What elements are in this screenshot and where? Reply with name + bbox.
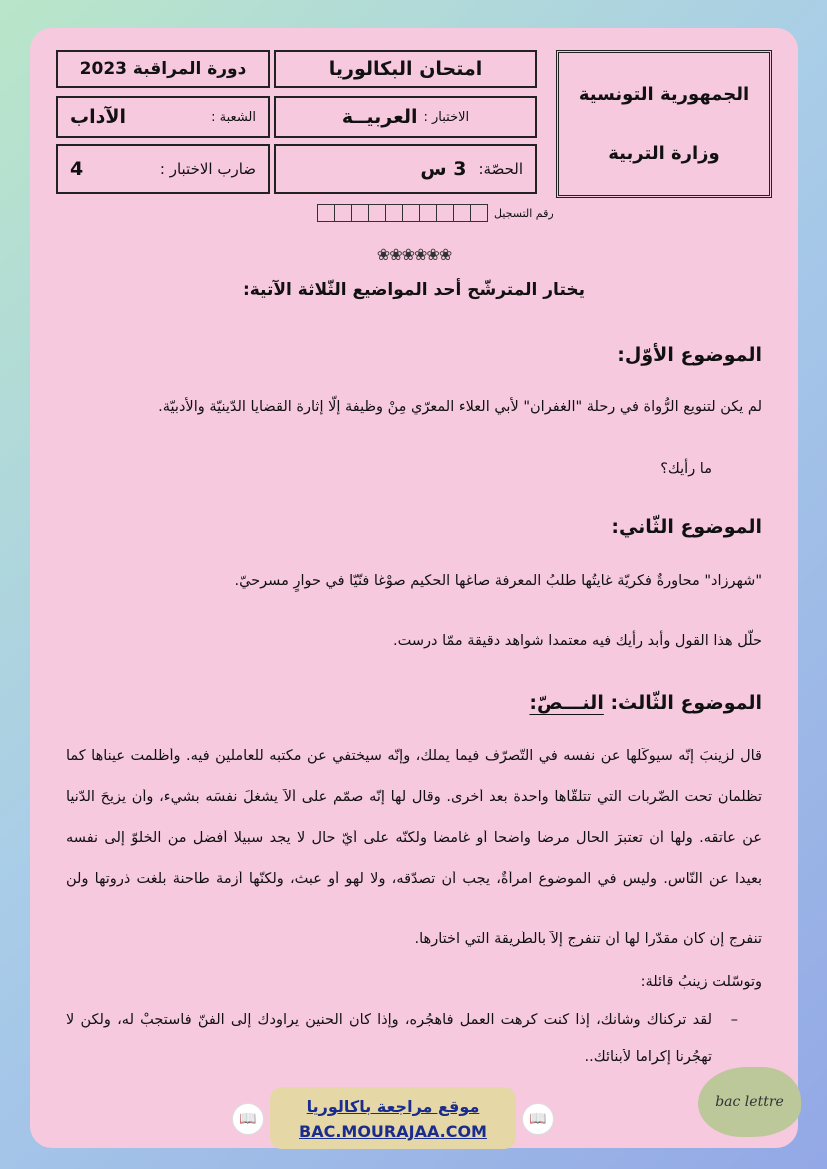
topic3-title-text: الموضوع الثّالث: — [610, 692, 762, 714]
text-line-1: قال لزينبَ إنّه سيوكّلها عن نفسه في التّصرّف فيما يملك، وإنّه سيختفي عن مكتبه للعاملين فيه. وأظلمت عيناها كما — [66, 748, 762, 764]
coef-value: 4 — [70, 158, 84, 180]
subject-cell — [274, 96, 537, 138]
registration-label: رقم التسجيل — [494, 206, 554, 220]
branch-label: الشعبة : — [211, 109, 256, 125]
branch-value: الآداب — [70, 106, 127, 128]
text-line-4: بعيدا عن النّاس. وليس في الموضوع امرأةٌ، يجب أن تصدّقه، ولا لهو أو عبث، ولكنّها أزمة طاحنة بلغت ذروتها ولن — [66, 871, 762, 887]
session-cell — [56, 50, 270, 88]
duration-value: 3 س — [420, 158, 467, 180]
topic3-text-label: النـــصّ: — [529, 692, 604, 714]
bac-lettre-badge — [698, 1067, 801, 1137]
footer-site-arabic[interactable]: موقع مراجعة باكالوريا — [306, 1097, 480, 1116]
registration-field[interactable] — [318, 204, 554, 222]
site-logo-left-icon: 📖 — [232, 1103, 264, 1135]
instruction: يختار المترشّح أحد المواضيع الثّلاثة الآتية: — [242, 280, 586, 300]
republic-box — [556, 50, 772, 198]
topic2-title: الموضوع الثّاني: — [611, 516, 762, 538]
ministry-name: وزارة التربية — [608, 143, 720, 164]
exam-title-cell — [274, 50, 537, 88]
topic3-intro: وتوسّلت زينبُ قائلة: — [640, 974, 762, 990]
bac-lettre-text: bac lettre — [715, 1094, 784, 1110]
duration-cell — [274, 144, 537, 194]
coef-label: ضارب الاختبار : — [159, 160, 256, 178]
branch-cell — [56, 96, 270, 138]
site-logo-right-icon: 📖 — [522, 1103, 554, 1135]
quote-line-2: تهجُرنا إكراما لأبنائك.. — [584, 1049, 712, 1065]
topic1-question: ما رأيك؟ — [660, 461, 712, 477]
topic2-question: حلّل هذا القول وأبد رأيك فيه معتمدا شواهد دقيقة ممّا درست. — [393, 633, 762, 649]
text-line-2: تظلمان تحت الضّربات التي تتلقّاها واحدة بعد أخرى. وقال لها إنّه صمّم على ألاّ يشغلَ نفسَه بشيء، وأن يزيحَ الدّنيا — [66, 789, 762, 805]
topic1-text: لم يكن لتنويع الرُّواة في رحلة "الغفران" لأبي العلاء المعرّي مِنْ وظيفة إلّا إثارة القضايا الدّينيّة والأدبيّة. — [158, 399, 762, 415]
duration-label: الحصّة: — [478, 160, 523, 178]
registration-boxes[interactable] — [318, 204, 488, 222]
subject-value: العربيــة — [341, 106, 418, 128]
ornament-divider: ❀❀❀❀❀❀ — [376, 245, 452, 264]
republic-name: الجمهورية التونسية — [578, 84, 750, 105]
quote-dash: – — [730, 1012, 738, 1028]
exam-page — [30, 28, 798, 1148]
footer-site-url[interactable]: BAC.MOURAJAA.COM — [299, 1122, 487, 1141]
footer-text[interactable] — [280, 1097, 506, 1141]
session-text: دورة المراقبة 2023 — [79, 59, 247, 79]
subject-label: الاختبار : — [423, 109, 470, 125]
coef-cell — [56, 144, 270, 194]
topic2-text: "شهرزاد" محاورةٌ فكريّة غايتُها طلبُ المعرفة صاغها الحكيم صوْغا فنّيّا في حوارٍ مسرحيّ. — [234, 573, 762, 589]
text-line-5: تنفرج إن كان مقدّرا لها أن تنفرج إلاّ بالطّريقة التي اختارها. — [414, 931, 762, 947]
text-line-3: عن عاتقه. ولها أن تعتبرَ الحال مرضا واضحا أو غامضا ولكنّه على أيّ حال لا يجد سبيلا أفضل من الخلوّ إلى نفسه — [66, 830, 762, 846]
topic1-title: الموضوع الأوّل: — [617, 344, 762, 366]
exam-title: امتحان البكالوريا — [328, 58, 483, 80]
topic3-title — [529, 692, 762, 714]
quote-line-1: لقد تركناك وشأنك، إذا كنت كرهت العمل فاهجُره، وإذا كان الحنين يراودك إلى الفنّ فاستجبْ له، ولكن لا — [66, 1012, 712, 1028]
